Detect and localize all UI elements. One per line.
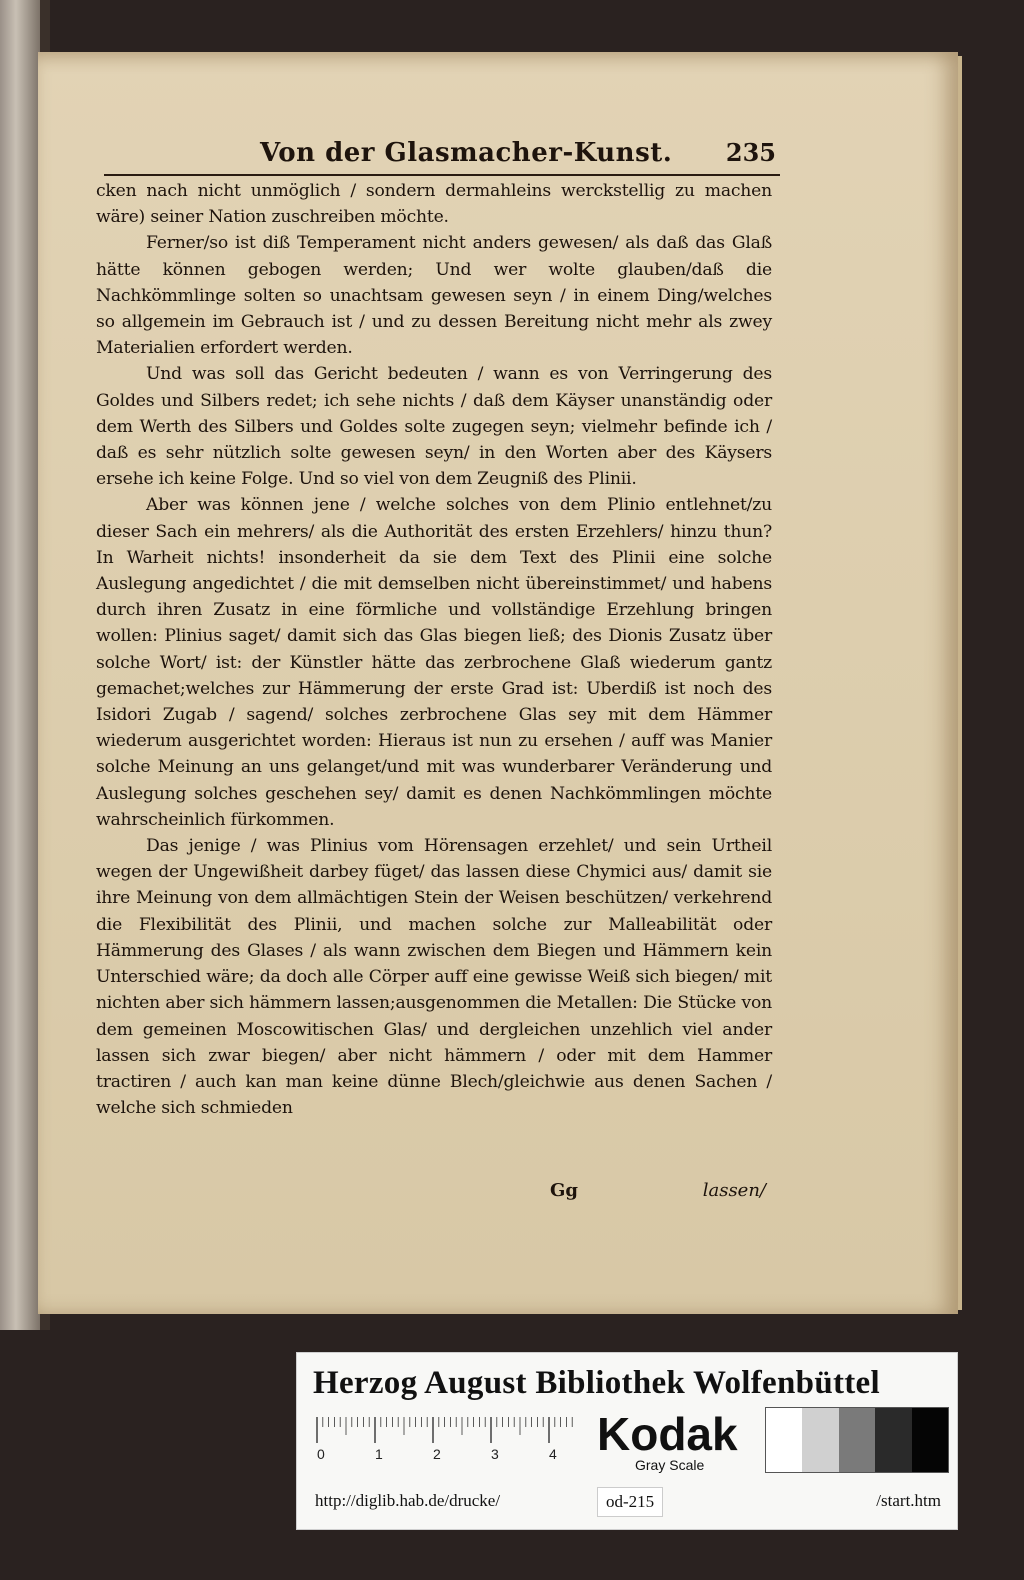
brand-logo: Kodak [597,1408,738,1460]
page-number: 235 [725,138,776,167]
running-head: Von der Glasmacher-Kunst. [260,138,673,168]
ruler-label: 0 [317,1446,325,1462]
gray-swatch [875,1408,911,1472]
ruler-label: 2 [433,1446,441,1462]
page-header [104,136,780,176]
paragraph: Und was soll das Gericht bedeuten / wann es von Verringerung des Goldes und Silbers redet; ich sehe nichts / daß dem Käyser unanständig oder dem Werth des Silbers und Goldes solte zugegen seyn; vielmehr befinde ich / daß es sehr nützlich solte gewesen seyn/ in den Worten aber des Käysers ersehe ich keine Folge. Und so viel von dem Zeugniß des Plinii. [96,364,772,490]
url-footer [297,1483,957,1523]
paragraph: Ferner/so ist diß Temperament nicht anders gewesen/ als daß das Glaß hätte können gebogen werden; Und wer wolte glauben/daß die Nachkömmlinge solten so unachtsam gewesen seyn / in einem Ding/welches so allgemein im Gebrauch ist / und zu dessen Bereitung nicht mehr als zwey Materialien erfordert werden. [96,233,772,359]
gray-swatch [766,1408,802,1472]
catchword: lassen/ [702,1180,766,1201]
paragraph: Aber was können jene / welche solches von dem Plinio entlehnet/zu dieser Sach ein mehrers/ als die Authorität des ersten Erzehlers/ hinzu thun? In Warheit nichts! insonderheit da sie dem Text des Plinii eine solche Auslegung angedichtet / die mit demselben nicht übereinstimmet/ und habens durch ihren Zusatz in eine förmliche und vollständige Erzehlung bringen wollen: Plinius saget/ damit sich das Glas biegen ließ; des Dionis Zusatz über solche Wort/ ist: der Künstler hätte das zerbrochene Glaß wiederum gantz gemachet;welches zur Hämmerung der erste Grad ist: Uberdiß ist noch des Isidori Zugab / sagend/ solches zerbrochene Glas sey mit dem Hämmer wiederum ausgerichtet worden: Hieraus ist nun zu ersehen / auff was Manier solche Meinung an uns gelanget/und mit was wunderbarer Veränderung und Auslegung solches geschehen sey/ damit es denen Nachkömmlingen möchte wahrscheinlich fürkommen. [96,495,772,830]
ruler-label: 3 [491,1446,499,1462]
paragraph: Das jenige / was Plinius vom Hörensagen erzehlet/ und sein Urtheil wegen der Ungewißheit darbey füget/ das lassen diese Chymici aus/ damit sie ihre Meinung von dem allmächtigen Stein der Weisen beschützen/ verkehrend die Flexibilität des Plinii, und machen solche zur Malleabilität oder Hämmerung des Glases / als wann zwischen dem Biegen und Hämmern kein Unterschied wäre; da doch alle Cörper auff eine gewisse Weiß sich biegen/ mit nichten aber sich hämmern lassen;ausgenommen die Metallen: Die Stücke von dem gemeinen Moscowitischen Glas/ und dergleichen unzehlich viel ander lassen sich zwar biegen/ aber nicht hämmern / oder mit dem Hammer tractiren / auch kan man keine dünne Blech/gleichwie aus denen Sachen / welche sich schmieden [96,836,772,1119]
gray-swatch [912,1408,948,1472]
facing-page-edge [0,0,40,1330]
gray-scale-swatches [765,1407,949,1473]
library-name: Herzog August Bibliothek Wolfenbüttel [313,1365,880,1401]
url-part-prefix: http://diglib.hab.de/drucke/ [315,1491,501,1510]
paragraph-continuation: cken nach nicht unmöglich / sondern dermahleins werckstellig zu machen wäre) seiner Nation zuschreiben möchte. [96,181,772,228]
gray-swatch [839,1408,875,1472]
ruler-label: 4 [549,1446,557,1462]
page-footer-line [96,1180,772,1208]
ruler [315,1413,577,1463]
color-target-card [296,1352,958,1530]
brand-subtitle: Gray Scale [635,1457,705,1473]
gray-swatch [802,1408,838,1472]
url-part-suffix: /start.htm [876,1491,941,1510]
body-text [96,178,772,1121]
signature-mark: Gg [550,1180,578,1201]
ruler-label: 1 [375,1446,383,1462]
url-part-id: od-215 [597,1487,663,1517]
ruler-labels [317,1446,557,1462]
ruler-ticks [317,1417,572,1443]
